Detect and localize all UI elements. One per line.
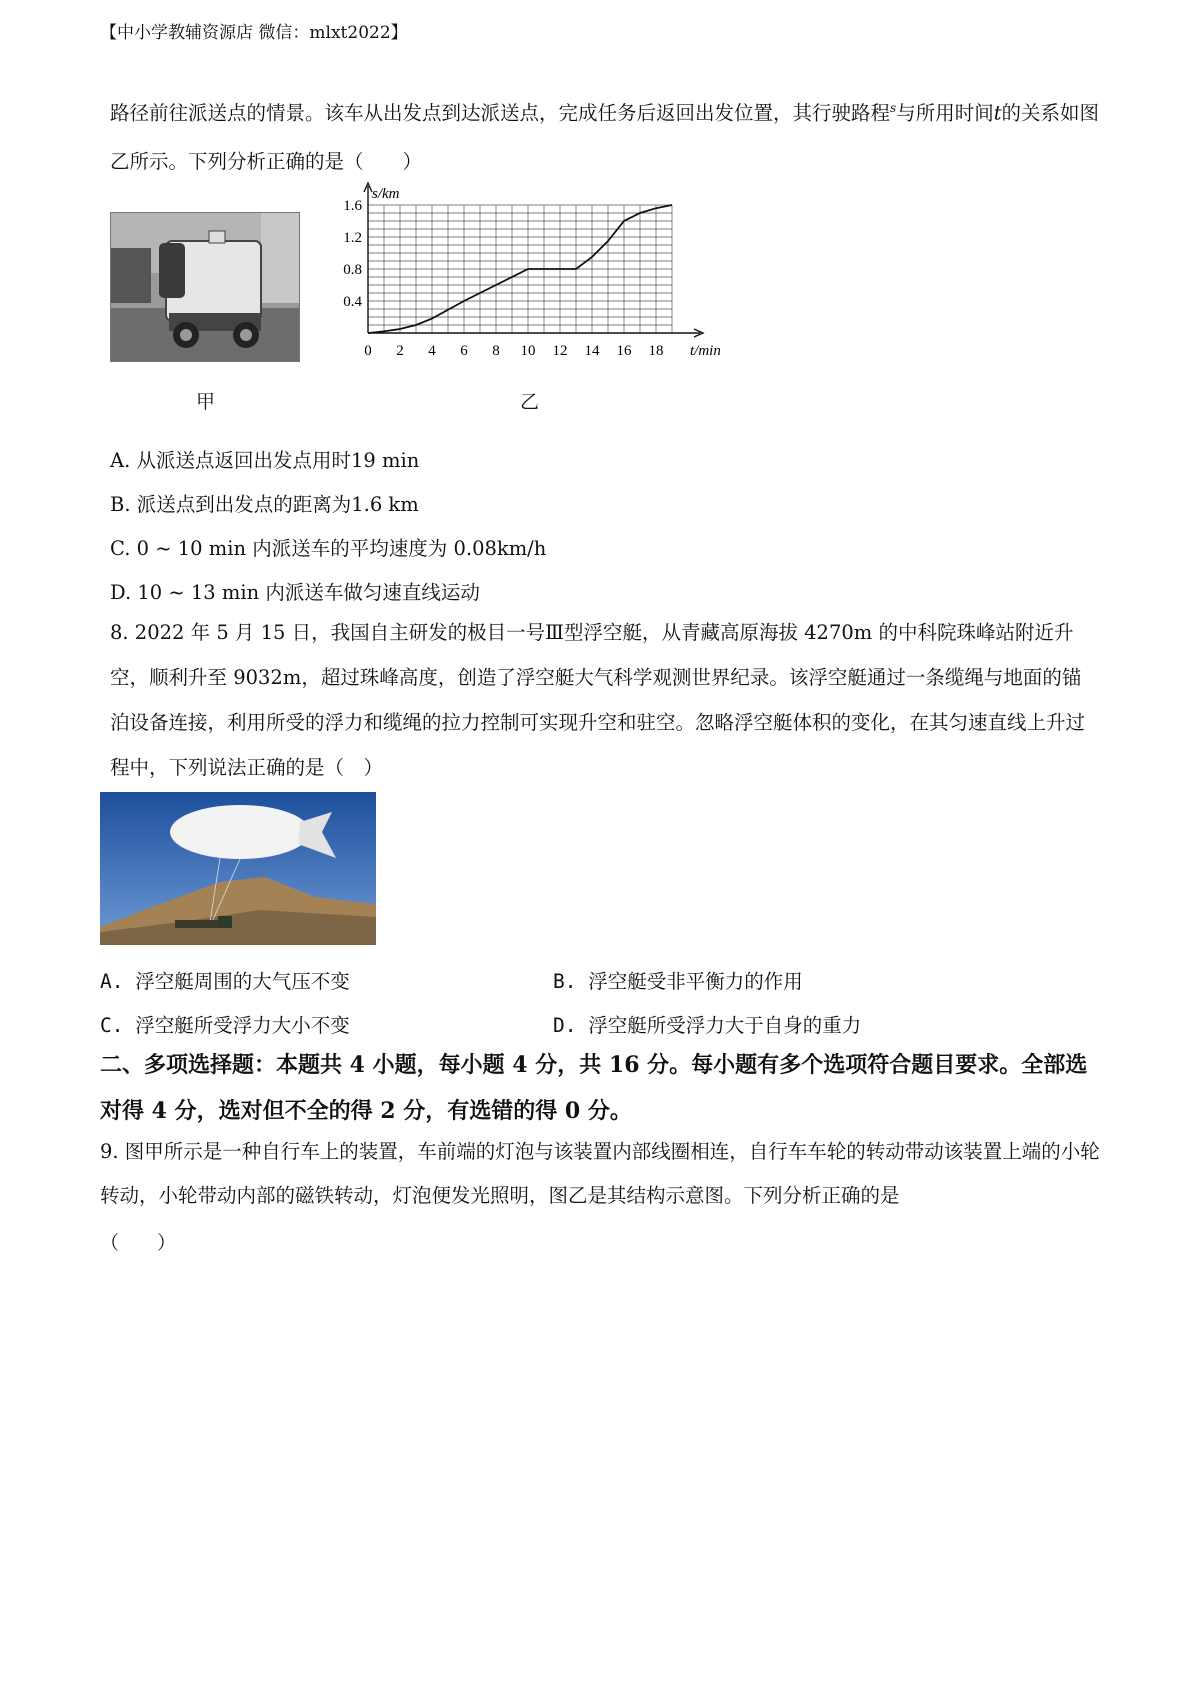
q8-option-c-letter: C. [100, 1014, 124, 1037]
q8-option-d-text: 浮空艇所受浮力大于自身的重力 [588, 1014, 862, 1037]
page-header: 【中小学教辅资源店 微信：mlxt2022】 [100, 23, 408, 43]
x-tick-label: 10 [520, 343, 536, 359]
y-tick-label: 1.2 [343, 230, 362, 246]
q8-option-d [553, 1010, 861, 1038]
q8-option-a-letter: A. [100, 970, 124, 993]
y-tick-label: 0.8 [343, 262, 362, 278]
x-tick-label: 6 [460, 343, 468, 359]
q7-stem-text-1: 路径前往派送点的情景。该车从出发点到达派送点，完成任务后返回出发位置，其行驶路程 [110, 101, 891, 125]
q9-stem: 9. 图甲所示是一种自行车上的装置，车前端的灯泡与该装置内部线圈相连，自行车车轮的转动带动该装置上端的小轮转动，小轮带动内部的磁铁转动，灯泡便发光照明，图乙是其结构示意图。下列分析正确的是 [100, 1140, 1100, 1207]
q7-var-t: t [993, 101, 1002, 125]
figure-label-yi: 乙 [520, 391, 540, 413]
x-tick-label: 12 [552, 343, 568, 359]
chart-grid [368, 205, 672, 333]
q8-option-b [553, 966, 803, 994]
x-tick-label: 14 [584, 343, 600, 359]
q8-option-b-text: 浮空艇受非平衡力的作用 [588, 970, 803, 993]
figure-label-jia: 甲 [196, 391, 216, 413]
q8-stem: 8. 2022 年 5 月 15 日，我国自主研发的极目一号Ⅲ型浮空艇，从青藏高原海拔 4270m 的中科院珠峰站附近升空，顺利升至 9032m，超过珠峰高度，创造了浮空艇大气科学观测世界纪录。该浮空艇通过一条缆绳与地面的锚泊设备连接，利用所受的浮力和缆绳的拉力控制可实现升空和驻空。忽略浮空艇体积的变化，在其匀速直线上升过程中，下列说法正确的是（ ） [110, 621, 1086, 779]
q8-option-d-letter: D. [553, 1014, 577, 1037]
q7-option-b: B. 派送点到出发点的距离为1.6 km [110, 493, 419, 516]
y-tick-label: 1.6 [343, 198, 362, 214]
q7-option-d: D. 10 ~ 13 min 内派送车做匀速直线运动 [110, 581, 480, 604]
q8-option-c-text: 浮空艇所受浮力大小不变 [135, 1014, 350, 1037]
q7-stem [110, 84, 1100, 186]
chart-x-axis-label: t/min [690, 343, 721, 359]
section-2-heading: 二、多项选择题：本题共 4 小题，每小题 4 分，共 16 分。每小题有多个选项符合题目要求。全部选对得 4 分，选对但不全的得 2 分，有选错的得 0 分。 [100, 1052, 1088, 1124]
airship-photo [100, 792, 376, 945]
chart-tick-labels [343, 198, 663, 359]
x-tick-label: 16 [616, 343, 632, 359]
q7-option-a: A. 从派送点返回出发点用时19 min [110, 449, 420, 472]
x-tick-label: 4 [428, 343, 436, 359]
q7-stem-text-3: 的关系如图乙所示。下列分析正确的是（ ） [110, 101, 1100, 173]
chart-y-axis-label: s/km [372, 186, 400, 202]
y-tick-label: 0.4 [343, 294, 362, 310]
x-tick-label: 18 [648, 343, 664, 359]
q7-stem-text-2: 与所用时间 [896, 101, 994, 125]
q8-option-b-letter: B. [553, 970, 577, 993]
q8-option-a [100, 966, 350, 994]
delivery-vehicle-photo [110, 212, 300, 362]
q8-option-a-text: 浮空艇周围的大气压不变 [135, 970, 350, 993]
s-t-chart [330, 178, 730, 378]
x-tick-label: 2 [396, 343, 404, 359]
x-tick-label: 0 [364, 343, 372, 359]
q8-option-c [100, 1010, 350, 1038]
chart-axes [364, 183, 703, 337]
x-tick-label: 8 [492, 343, 500, 359]
q7-option-c: C. 0 ~ 10 min 内派送车的平均速度为 0.08km/h [110, 537, 547, 560]
q7-var-s: s [890, 101, 897, 115]
q9-answer-paren: （ ） [100, 1232, 177, 1254]
